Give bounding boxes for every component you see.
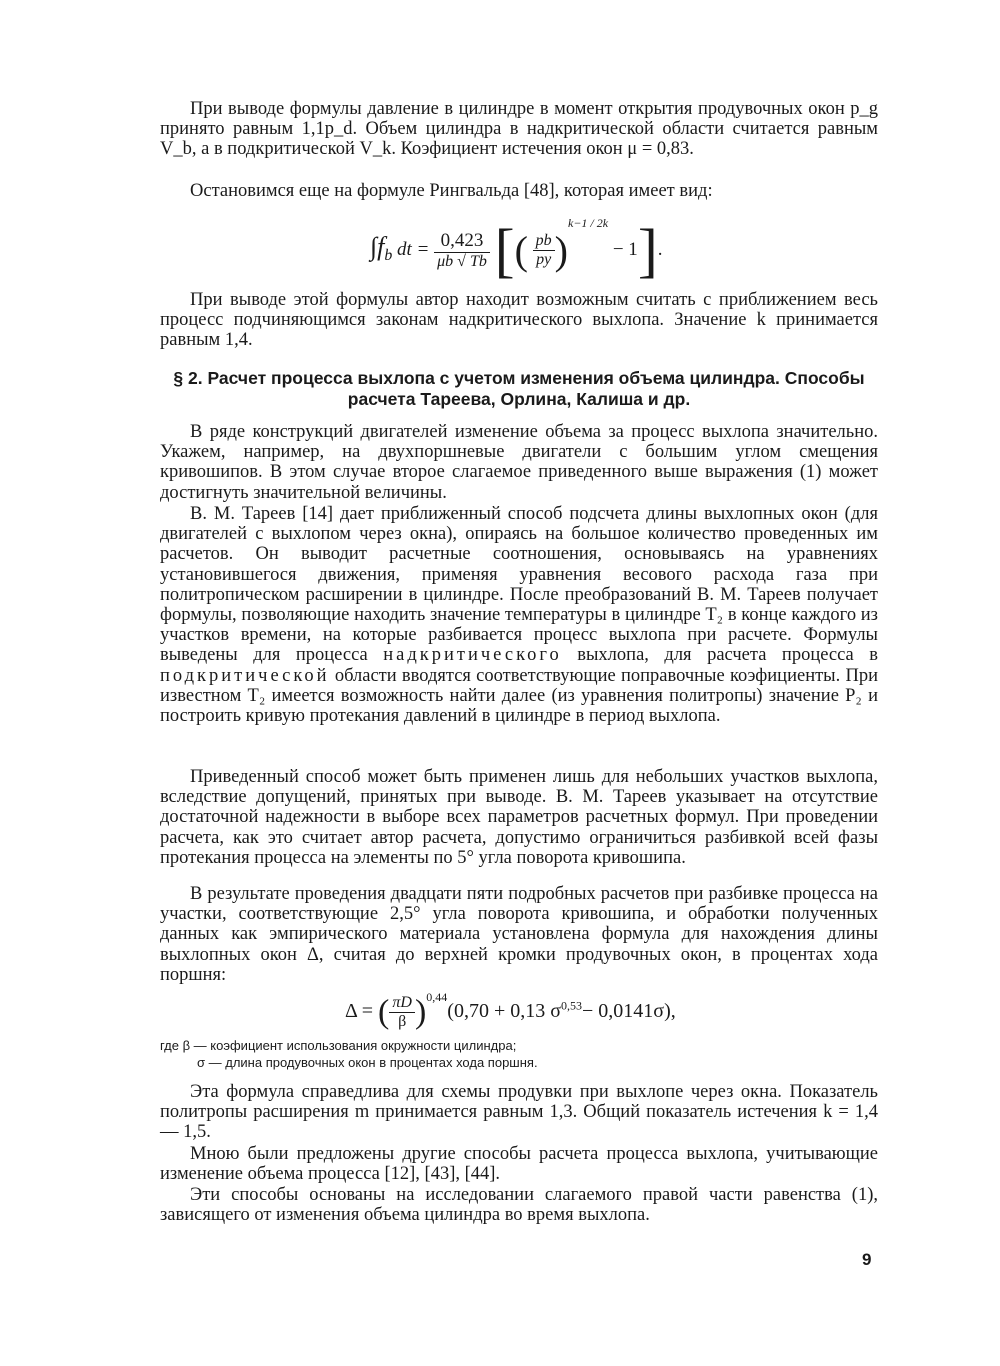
right-paren: ) <box>554 228 568 274</box>
formula1-ratio-den: py <box>536 251 552 269</box>
page-number: 9 <box>862 1250 872 1269</box>
tareev-text-a: В. М. Тареев [14] дает приближенный способ подсчета длины выхлопных окон (для двигателей с выхлопом через окна), опираясь на большое количество проведенных им расчетов. Он выводит расчетные соотношения, основываясь на уравнениях установившегося движения, применяя уравнения весового расхода газа при политропическом расширении в цилиндре. После преобразований В. М. Тареев получает формулы, позволяющие находить значение температуры в цилиндре T₂ в конце каждого из участков времени, на которые разбивается процесс выхлопа при расчете. Формулы выведены для процесса <box>160 504 878 666</box>
formula2-tail: − 0,0141σ), <box>582 1000 676 1022</box>
formula2-numerator: πD <box>389 994 415 1013</box>
formula2-left-paren: ( <box>378 993 390 1031</box>
section-heading: § 2. Расчет процесса выхлопа с учетом изменения объема цилиндра. Способы расчета Тареева, Орлина, Калиша и др. <box>173 368 865 409</box>
paragraph-ringwald: Остановимся еще на формуле Рингвальда [48], которая имеет вид: <box>190 181 713 201</box>
note-beta: где β — коэфициент использования окружности цилиндра; <box>160 1038 517 1053</box>
formula-delta <box>345 990 676 1031</box>
formula-notes <box>160 1037 760 1071</box>
formula1-end: . <box>657 239 663 260</box>
formula1-ratio <box>533 232 555 269</box>
paragraph-limitations: Приведенный способ может быть применен лишь для небольших участков выхлопа, вследствие допущений, принятых при выводе. В. М. Тареев указывает на отсутствие достаточной надежности в выборе всех параметров расчетных формул. При проведении расчета, как это считает автор расчета, допустимо ограничиться разбивкой всей фазы протекания процесса на элементы по 5° угла поворота кривошипа. <box>160 767 878 868</box>
formula1-denominator: μb √ Tb <box>437 253 487 271</box>
note-sigma: σ — длина продувочных окон в процентах хода поршня. <box>197 1055 538 1070</box>
formula2-body-exponent: 0,53 <box>561 998 583 1013</box>
formula2-body: (0,70 + 0,13 σ <box>447 1000 562 1022</box>
formula1-numerator: 0,423 <box>434 230 490 253</box>
formula2-denominator: β <box>398 1012 407 1030</box>
paragraph-proposed: Мною были предложены другие способы расчета процесса выхлопа, учитывающие изменение объема процесса [12], [43], [44]. <box>160 1144 878 1185</box>
paragraph-designs: В ряде конструкций двигателей изменение объема за процесс выхлопа значительно. Укажем, например, на двухпоршневые двигатели с большим углом смещения кривошипов. В этом случае второе слагаемое приведенного выше выражения (1) может достигнуть значительной величины. <box>160 422 878 503</box>
formula1-lhs-sub: b <box>384 246 393 264</box>
formula1-minus-one: − 1 <box>612 239 638 260</box>
paragraph-derivation: При выводе этой формулы автор находит возможным считать с приближением весь процесс подчиняющимся законам надкритического выхлопа. Значение k принимается равным 1,4. <box>160 290 878 351</box>
formula1-exponent: k−1 / 2k <box>568 216 609 230</box>
paragraph-methods: Эти способы основаны на исследовании слагаемого правой части равенства (1), зависящего от изменения объема цилиндра во время выхлопа. <box>160 1185 878 1226</box>
formula-ringwald <box>370 216 663 284</box>
formula2-right-paren: ) <box>414 993 427 1031</box>
formula1-lhs-tail: dt = <box>397 239 430 260</box>
paragraph-tareev <box>160 504 878 726</box>
tareev-text-c: области вводятся соответствующие поправочные коэфициенты. При известном T₂ имеется возможность найти далее (из уравнения политропы) значение P₂ и построить кривую протекания давлений в цилиндре в период выхлопа. <box>160 665 879 727</box>
spaced-word-subcritical: подкритической <box>160 665 330 686</box>
right-bracket: ] <box>637 217 658 284</box>
left-paren: ( <box>514 228 528 274</box>
paragraph-intro: При выводе формулы давление в цилиндре в момент открытия продувочных окон p_g принято равным 1,1p_d. Объем цилиндра в надкритической области считается равным V_b, а в подкритической V_k. Коэфициент истечения окон μ = 0,83. <box>160 99 878 160</box>
left-bracket: [ <box>494 217 515 284</box>
integral-sign: ∫f <box>370 232 385 261</box>
paragraph-results: В результате проведения двадцати пяти подробных расчетов при разбивке процесса на участки, соответствующие 2,5° угла поворота кривошипа, и обработки полученных данных как эмпирического материала установлена формула для нахождения длины выхлопных окон Δ, считая до верхней кромки продувочных окон, в процентах хода поршня: <box>160 884 878 985</box>
formula2-fraction <box>389 994 415 1031</box>
formula2-exponent: 0,44 <box>426 990 448 1004</box>
formula2-lhs: Δ = <box>345 1000 374 1022</box>
paragraph-validity: Эта формула справедлива для схемы продувки при выхлопе через окна. Показатель политропы расширения m принимается равным 1,3. Общий показатель истечения k = 1,4 — 1,5. <box>160 1082 878 1143</box>
formula1-fraction <box>434 230 490 271</box>
tareev-text-b: выхлопа, для расчета процесса в <box>577 645 878 666</box>
formula1-ratio-num: pb <box>533 232 555 251</box>
spaced-word-supercritical: надкритического <box>383 645 562 666</box>
